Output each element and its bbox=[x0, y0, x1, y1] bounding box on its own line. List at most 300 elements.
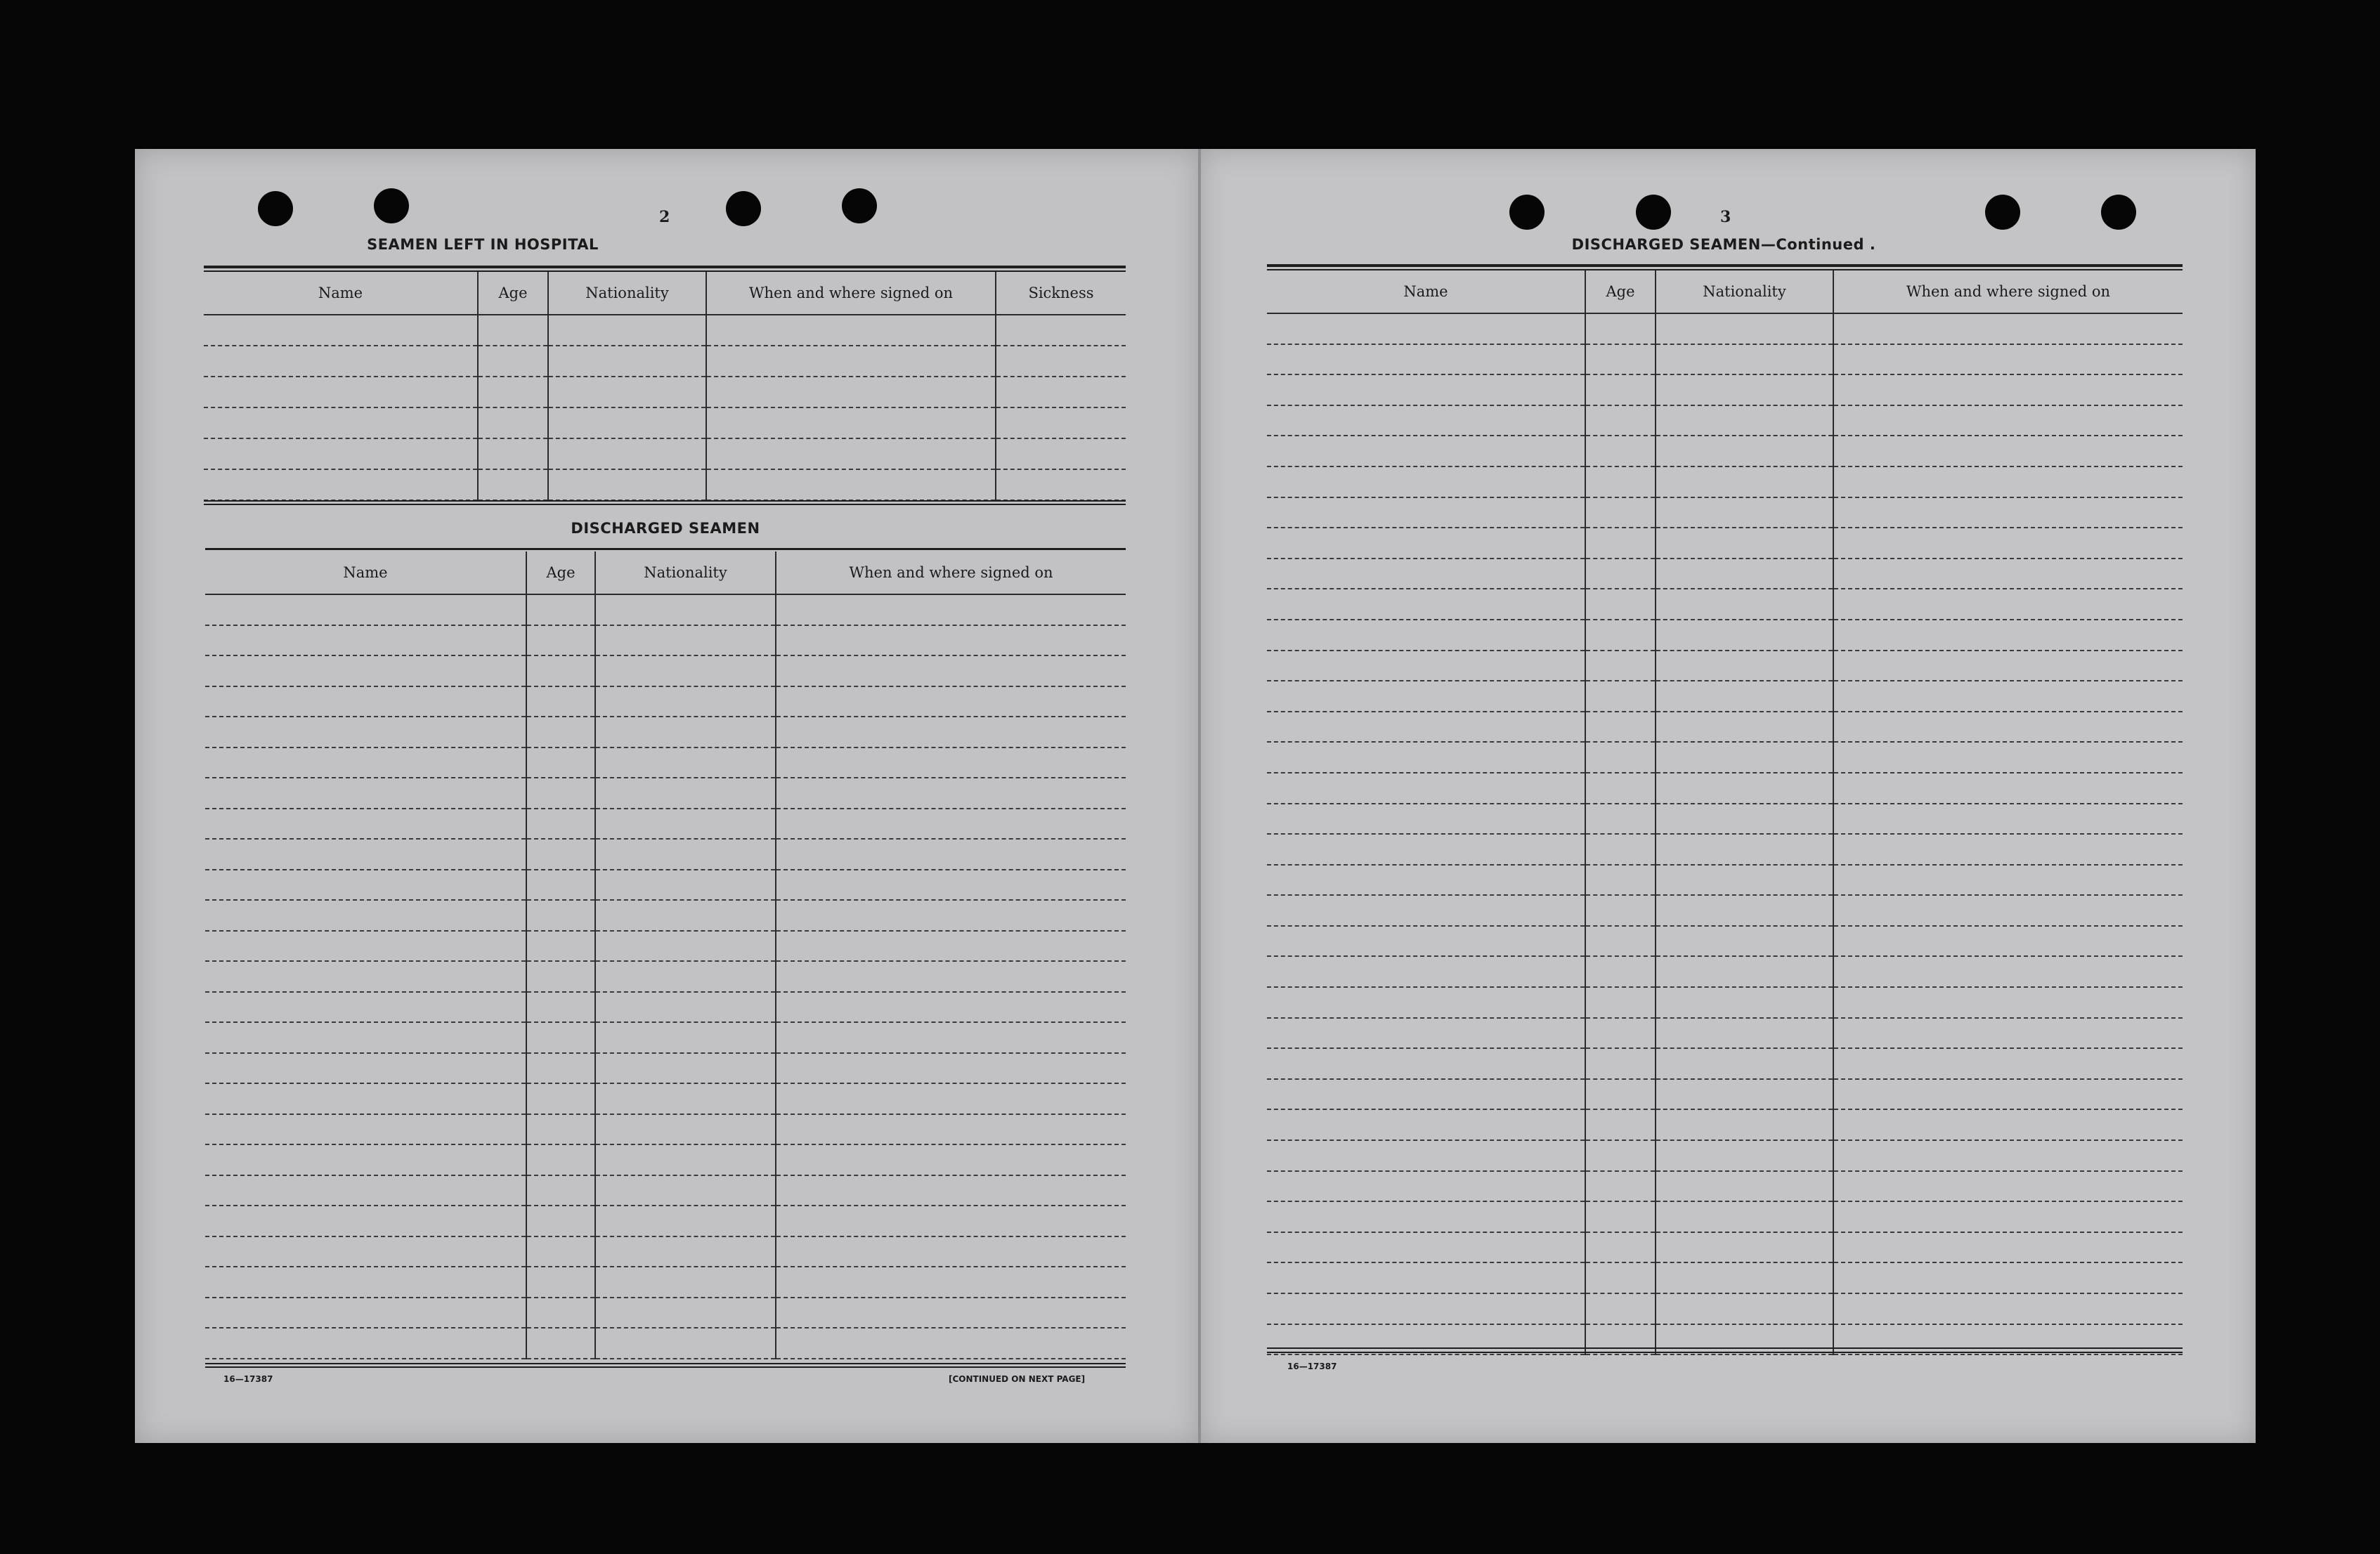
table-cell[interactable] bbox=[1585, 1048, 1656, 1079]
table-cell[interactable] bbox=[205, 747, 526, 778]
table-row bbox=[1267, 1018, 2183, 1049]
table-cell[interactable] bbox=[1656, 1018, 1833, 1049]
table-cell[interactable] bbox=[1585, 987, 1656, 1018]
table-cell[interactable] bbox=[1585, 528, 1656, 559]
table-cell[interactable] bbox=[1267, 405, 1585, 436]
table-cell[interactable] bbox=[1585, 374, 1656, 405]
table-cell[interactable] bbox=[1267, 374, 1585, 405]
table-cell[interactable] bbox=[1585, 1232, 1656, 1263]
table-cell[interactable] bbox=[595, 747, 776, 778]
table-cell[interactable] bbox=[595, 686, 776, 717]
table-cell[interactable] bbox=[595, 961, 776, 992]
table-cell[interactable] bbox=[595, 1114, 776, 1145]
table-cell[interactable] bbox=[1585, 1201, 1656, 1232]
table-cell[interactable] bbox=[205, 1053, 526, 1084]
table-cell[interactable] bbox=[1656, 834, 1833, 865]
table-cell[interactable] bbox=[595, 1175, 776, 1206]
table-cell[interactable] bbox=[776, 1206, 1126, 1236]
table-row bbox=[205, 992, 1126, 1023]
table-cell[interactable] bbox=[1585, 834, 1656, 865]
table-cell[interactable] bbox=[776, 686, 1126, 717]
table-cell[interactable] bbox=[205, 809, 526, 840]
table-cell[interactable] bbox=[205, 1328, 526, 1359]
hospital-table bbox=[204, 272, 1126, 501]
table-cell[interactable] bbox=[1585, 926, 1656, 957]
table-cell[interactable] bbox=[595, 1144, 776, 1175]
table-cell[interactable] bbox=[1656, 865, 1833, 896]
table-cell[interactable] bbox=[1656, 1262, 1833, 1293]
table-cell[interactable] bbox=[1833, 651, 2183, 681]
table-cell[interactable] bbox=[548, 438, 706, 469]
table-cell[interactable] bbox=[1656, 466, 1833, 497]
table-cell[interactable] bbox=[776, 1022, 1126, 1053]
table-cell[interactable] bbox=[526, 931, 595, 962]
table-cell[interactable] bbox=[205, 1175, 526, 1206]
table-cell[interactable] bbox=[1656, 773, 1833, 804]
table-cell[interactable] bbox=[776, 1175, 1126, 1206]
table-cell[interactable] bbox=[776, 625, 1126, 656]
table-cell[interactable] bbox=[1267, 773, 1585, 804]
table-cell[interactable] bbox=[1656, 313, 1833, 344]
table-cell[interactable] bbox=[1833, 895, 2183, 926]
table-cell[interactable] bbox=[526, 747, 595, 778]
table-cell[interactable] bbox=[1585, 466, 1656, 497]
table-cell[interactable] bbox=[526, 1175, 595, 1206]
table-cell[interactable] bbox=[706, 315, 996, 346]
table-cell[interactable] bbox=[1656, 1293, 1833, 1324]
table-cell[interactable] bbox=[1833, 620, 2183, 651]
table-cell[interactable] bbox=[1656, 895, 1833, 926]
table-cell[interactable] bbox=[1656, 436, 1833, 466]
table-cell[interactable] bbox=[1267, 834, 1585, 865]
table-cell[interactable] bbox=[1656, 620, 1833, 651]
table-cell[interactable] bbox=[1656, 956, 1833, 987]
table-cell[interactable] bbox=[205, 1206, 526, 1236]
discharged-bottom-rule bbox=[205, 1363, 1126, 1364]
page-fold bbox=[1198, 149, 1201, 1443]
table-cell[interactable] bbox=[1267, 1232, 1585, 1263]
table-cell[interactable] bbox=[1833, 497, 2183, 528]
table-cell[interactable] bbox=[776, 931, 1126, 962]
punch-hole bbox=[842, 188, 877, 223]
table-cell[interactable] bbox=[548, 315, 706, 346]
table-cell[interactable] bbox=[205, 655, 526, 686]
table-cell[interactable] bbox=[996, 346, 1126, 377]
hospital-col-sickness: Sickness bbox=[996, 272, 1126, 315]
table-row bbox=[1267, 681, 2183, 712]
table-cell[interactable] bbox=[526, 1328, 595, 1359]
table-cell[interactable] bbox=[478, 315, 548, 346]
table-cell[interactable] bbox=[776, 1328, 1126, 1359]
table-cell[interactable] bbox=[205, 992, 526, 1023]
table-cell[interactable] bbox=[526, 870, 595, 901]
table-cell[interactable] bbox=[595, 1267, 776, 1298]
table-cell[interactable] bbox=[996, 377, 1126, 407]
table-cell[interactable] bbox=[1267, 1171, 1585, 1202]
table-cell[interactable] bbox=[1267, 436, 1585, 466]
table-cell[interactable] bbox=[776, 778, 1126, 809]
table-cell[interactable] bbox=[1267, 1262, 1585, 1293]
table-cell[interactable] bbox=[996, 315, 1126, 346]
table-cell[interactable] bbox=[1833, 804, 2183, 835]
table-cell[interactable] bbox=[1833, 313, 2183, 344]
table-cell[interactable] bbox=[1267, 1048, 1585, 1079]
table-row bbox=[1267, 1140, 2183, 1171]
discharged-table bbox=[205, 551, 1126, 1359]
table-cell[interactable] bbox=[526, 839, 595, 870]
table-cell[interactable] bbox=[204, 377, 478, 407]
table-cell[interactable] bbox=[776, 717, 1126, 747]
table-cell[interactable] bbox=[1267, 620, 1585, 651]
table-cell[interactable] bbox=[595, 992, 776, 1023]
table-cell[interactable] bbox=[1267, 1140, 1585, 1171]
table-cell[interactable] bbox=[1656, 1079, 1833, 1110]
table-cell[interactable] bbox=[204, 469, 478, 500]
table-cell[interactable] bbox=[595, 778, 776, 809]
table-cell[interactable] bbox=[1267, 1079, 1585, 1110]
table-cell[interactable] bbox=[1585, 1262, 1656, 1293]
table-cell[interactable] bbox=[1267, 956, 1585, 987]
table-cell[interactable] bbox=[706, 407, 996, 438]
table-cell[interactable] bbox=[1656, 742, 1833, 773]
table-cell[interactable] bbox=[595, 1022, 776, 1053]
table-cell[interactable] bbox=[1656, 344, 1833, 375]
table-cell[interactable] bbox=[1833, 1109, 2183, 1140]
table-cell[interactable] bbox=[996, 407, 1126, 438]
table-cell[interactable] bbox=[1267, 987, 1585, 1018]
table-cell[interactable] bbox=[1656, 681, 1833, 712]
table-cell[interactable] bbox=[1267, 559, 1585, 589]
table-cell[interactable] bbox=[204, 438, 478, 469]
table-row bbox=[1267, 895, 2183, 926]
table-cell[interactable] bbox=[1585, 651, 1656, 681]
table-cell[interactable] bbox=[526, 655, 595, 686]
table-row bbox=[1267, 804, 2183, 835]
table-cell[interactable] bbox=[526, 1022, 595, 1053]
table-cell[interactable] bbox=[776, 1267, 1126, 1298]
table-cell[interactable] bbox=[526, 625, 595, 656]
table-cell[interactable] bbox=[1585, 956, 1656, 987]
table-cell[interactable] bbox=[1585, 773, 1656, 804]
table-cell[interactable] bbox=[526, 961, 595, 992]
table-cell[interactable] bbox=[1267, 1018, 1585, 1049]
table-cell[interactable] bbox=[595, 1328, 776, 1359]
table-cell[interactable] bbox=[1833, 987, 2183, 1018]
punch-hole bbox=[1636, 195, 1671, 230]
table-cell[interactable] bbox=[205, 839, 526, 870]
table-cell[interactable] bbox=[526, 1236, 595, 1267]
table-cell[interactable] bbox=[595, 931, 776, 962]
table-cell[interactable] bbox=[1267, 681, 1585, 712]
continued-bottom-rule bbox=[1267, 1352, 2183, 1353]
table-cell[interactable] bbox=[1656, 1171, 1833, 1202]
table-cell[interactable] bbox=[776, 870, 1126, 901]
continued-bottom-rule bbox=[1267, 1347, 2183, 1349]
table-cell[interactable] bbox=[1656, 497, 1833, 528]
table-cell[interactable] bbox=[1833, 1018, 2183, 1049]
table-cell[interactable] bbox=[205, 870, 526, 901]
table-row bbox=[205, 686, 1126, 717]
table-cell[interactable] bbox=[1656, 528, 1833, 559]
table-cell[interactable] bbox=[1585, 497, 1656, 528]
table-cell[interactable] bbox=[1585, 742, 1656, 773]
table-cell[interactable] bbox=[205, 900, 526, 931]
table-cell[interactable] bbox=[1656, 405, 1833, 436]
table-cell[interactable] bbox=[526, 1083, 595, 1114]
table-cell[interactable] bbox=[478, 469, 548, 500]
table-cell[interactable] bbox=[526, 1267, 595, 1298]
table-cell[interactable] bbox=[1585, 895, 1656, 926]
table-cell[interactable] bbox=[526, 1144, 595, 1175]
table-cell[interactable] bbox=[776, 809, 1126, 840]
table-cell[interactable] bbox=[1585, 589, 1656, 620]
table-cell[interactable] bbox=[1585, 804, 1656, 835]
table-cell[interactable] bbox=[205, 1144, 526, 1175]
table-cell[interactable] bbox=[1585, 559, 1656, 589]
table-cell[interactable] bbox=[1585, 1293, 1656, 1324]
table-cell[interactable] bbox=[595, 870, 776, 901]
table-row bbox=[1267, 834, 2183, 865]
table-cell[interactable] bbox=[595, 1053, 776, 1084]
table-cell[interactable] bbox=[205, 625, 526, 656]
table-cell[interactable] bbox=[706, 469, 996, 500]
table-cell[interactable] bbox=[1267, 1109, 1585, 1140]
table-cell[interactable] bbox=[996, 469, 1126, 500]
table-cell[interactable] bbox=[776, 1236, 1126, 1267]
table-cell[interactable] bbox=[1585, 1171, 1656, 1202]
table-cell[interactable] bbox=[1267, 712, 1585, 743]
table-cell[interactable] bbox=[478, 438, 548, 469]
table-cell[interactable] bbox=[1833, 1171, 2183, 1202]
table-row bbox=[205, 809, 1126, 840]
table-cell[interactable] bbox=[1656, 374, 1833, 405]
table-row bbox=[205, 1236, 1126, 1267]
table-cell[interactable] bbox=[776, 747, 1126, 778]
table-cell[interactable] bbox=[1267, 528, 1585, 559]
table-cell[interactable] bbox=[526, 717, 595, 747]
table-cell[interactable] bbox=[1833, 559, 2183, 589]
table-cell[interactable] bbox=[706, 438, 996, 469]
table-cell[interactable] bbox=[1656, 1109, 1833, 1140]
table-cell[interactable] bbox=[548, 407, 706, 438]
table-row bbox=[205, 655, 1126, 686]
table-cell[interactable] bbox=[595, 1206, 776, 1236]
table-cell[interactable] bbox=[1833, 865, 2183, 896]
table-cell[interactable] bbox=[1656, 651, 1833, 681]
table-cell[interactable] bbox=[996, 438, 1126, 469]
table-row bbox=[1267, 344, 2183, 375]
table-cell[interactable] bbox=[1833, 374, 2183, 405]
table-cell[interactable] bbox=[595, 625, 776, 656]
table-cell[interactable] bbox=[526, 778, 595, 809]
table-cell[interactable] bbox=[1833, 589, 2183, 620]
table-cell[interactable] bbox=[776, 900, 1126, 931]
table-cell[interactable] bbox=[548, 346, 706, 377]
table-cell[interactable] bbox=[776, 594, 1126, 625]
table-cell[interactable] bbox=[548, 469, 706, 500]
table-cell[interactable] bbox=[1833, 712, 2183, 743]
table-cell[interactable] bbox=[1656, 1140, 1833, 1171]
discharged-bottom-rule bbox=[205, 1366, 1126, 1368]
table-cell[interactable] bbox=[1585, 681, 1656, 712]
discharged-continued-title: DISCHARGED SEAMEN—Continued . bbox=[1571, 236, 1876, 253]
table-cell[interactable] bbox=[205, 594, 526, 625]
table-cell[interactable] bbox=[595, 1236, 776, 1267]
table-cell[interactable] bbox=[595, 717, 776, 747]
table-cell[interactable] bbox=[526, 1114, 595, 1145]
table-cell[interactable] bbox=[1267, 466, 1585, 497]
table-cell[interactable] bbox=[1585, 1079, 1656, 1110]
table-cell[interactable] bbox=[1833, 528, 2183, 559]
table-cell[interactable] bbox=[706, 346, 996, 377]
table-cell[interactable] bbox=[706, 377, 996, 407]
hospital-section-title: SEAMEN LEFT IN HOSPITAL bbox=[367, 236, 599, 253]
table-cell[interactable] bbox=[205, 961, 526, 992]
table-cell[interactable] bbox=[1833, 681, 2183, 712]
table-cell[interactable] bbox=[205, 1114, 526, 1145]
table-cell[interactable] bbox=[1585, 1140, 1656, 1171]
table-cell[interactable] bbox=[526, 1053, 595, 1084]
table-cell[interactable] bbox=[1656, 1324, 1833, 1355]
table-cell[interactable] bbox=[1267, 344, 1585, 375]
table-cell[interactable] bbox=[548, 377, 706, 407]
table-cell[interactable] bbox=[1833, 1140, 2183, 1171]
table-row bbox=[1267, 926, 2183, 957]
table-cell[interactable] bbox=[526, 686, 595, 717]
table-cell[interactable] bbox=[1833, 1201, 2183, 1232]
table-cell[interactable] bbox=[478, 377, 548, 407]
table-cell[interactable] bbox=[1656, 926, 1833, 957]
table-cell[interactable] bbox=[526, 594, 595, 625]
table-cell[interactable] bbox=[205, 1267, 526, 1298]
table-cell[interactable] bbox=[478, 346, 548, 377]
table-cell[interactable] bbox=[1267, 926, 1585, 957]
table-cell[interactable] bbox=[1585, 712, 1656, 743]
continued-note: [CONTINUED ON NEXT PAGE] bbox=[949, 1374, 1086, 1384]
table-cell[interactable] bbox=[595, 594, 776, 625]
table-cell[interactable] bbox=[1585, 865, 1656, 896]
table-cell[interactable] bbox=[1833, 926, 2183, 957]
table-cell[interactable] bbox=[1656, 559, 1833, 589]
table-cell[interactable] bbox=[595, 809, 776, 840]
table-cell[interactable] bbox=[1267, 1324, 1585, 1355]
table-cell[interactable] bbox=[1833, 1048, 2183, 1079]
table-row bbox=[205, 1053, 1126, 1084]
table-cell[interactable] bbox=[1267, 651, 1585, 681]
table-cell[interactable] bbox=[1833, 1079, 2183, 1110]
table-cell[interactable] bbox=[1267, 895, 1585, 926]
table-cell[interactable] bbox=[1656, 804, 1833, 835]
table-cell[interactable] bbox=[1833, 1262, 2183, 1293]
table-cell[interactable] bbox=[1585, 1018, 1656, 1049]
table-cell[interactable] bbox=[776, 655, 1126, 686]
punch-hole bbox=[1509, 195, 1545, 230]
table-cell[interactable] bbox=[1656, 1048, 1833, 1079]
table-cell[interactable] bbox=[205, 717, 526, 747]
table-cell[interactable] bbox=[1585, 620, 1656, 651]
table-cell[interactable] bbox=[776, 839, 1126, 870]
table-cell[interactable] bbox=[205, 931, 526, 962]
table-row bbox=[205, 717, 1126, 747]
table-cell[interactable] bbox=[595, 1083, 776, 1114]
table-cell[interactable] bbox=[776, 1298, 1126, 1328]
table-cell[interactable] bbox=[1833, 834, 2183, 865]
table-cell[interactable] bbox=[1267, 742, 1585, 773]
table-cell[interactable] bbox=[776, 1144, 1126, 1175]
table-cell[interactable] bbox=[595, 839, 776, 870]
table-cell[interactable] bbox=[204, 346, 478, 377]
table-cell[interactable] bbox=[1833, 405, 2183, 436]
table-cell[interactable] bbox=[1833, 436, 2183, 466]
table-cell[interactable] bbox=[205, 1298, 526, 1328]
table-cell[interactable] bbox=[1833, 742, 2183, 773]
table-cell[interactable] bbox=[526, 992, 595, 1023]
table-cell[interactable] bbox=[1267, 313, 1585, 344]
table-cell[interactable] bbox=[205, 686, 526, 717]
table-cell[interactable] bbox=[1585, 405, 1656, 436]
table-cell[interactable] bbox=[1267, 589, 1585, 620]
table-cell[interactable] bbox=[1833, 466, 2183, 497]
table-cell[interactable] bbox=[1585, 344, 1656, 375]
table-cell[interactable] bbox=[1833, 773, 2183, 804]
table-cell[interactable] bbox=[478, 407, 548, 438]
table-cell[interactable] bbox=[1833, 1293, 2183, 1324]
table-cell[interactable] bbox=[1833, 344, 2183, 375]
table-cell[interactable] bbox=[1833, 1324, 2183, 1355]
table-cell[interactable] bbox=[204, 407, 478, 438]
table-cell[interactable] bbox=[526, 1298, 595, 1328]
table-cell[interactable] bbox=[526, 900, 595, 931]
table-cell[interactable] bbox=[1656, 712, 1833, 743]
table-cell[interactable] bbox=[204, 315, 478, 346]
table-cell[interactable] bbox=[1585, 436, 1656, 466]
table-cell[interactable] bbox=[595, 900, 776, 931]
table-cell[interactable] bbox=[526, 1206, 595, 1236]
table-cell[interactable] bbox=[1656, 987, 1833, 1018]
table-cell[interactable] bbox=[205, 778, 526, 809]
table-cell[interactable] bbox=[205, 1083, 526, 1114]
table-cell[interactable] bbox=[1267, 804, 1585, 835]
table-cell[interactable] bbox=[776, 1114, 1126, 1145]
table-cell[interactable] bbox=[595, 1298, 776, 1328]
table-cell[interactable] bbox=[595, 655, 776, 686]
table-cell[interactable] bbox=[1833, 956, 2183, 987]
table-cell[interactable] bbox=[205, 1022, 526, 1053]
table-cell[interactable] bbox=[526, 809, 595, 840]
table-cell[interactable] bbox=[1585, 1324, 1656, 1355]
table-cell[interactable] bbox=[1656, 1201, 1833, 1232]
table-row bbox=[205, 1206, 1126, 1236]
hospital-col-signed-on: When and where signed on bbox=[706, 272, 996, 315]
table-cell[interactable] bbox=[776, 1083, 1126, 1114]
table-cell[interactable] bbox=[1267, 1293, 1585, 1324]
table-cell[interactable] bbox=[205, 1236, 526, 1267]
table-cell[interactable] bbox=[1656, 1232, 1833, 1263]
table-cell[interactable] bbox=[1833, 1232, 2183, 1263]
table-cell[interactable] bbox=[1585, 313, 1656, 344]
table-row bbox=[205, 900, 1126, 931]
table-cell[interactable] bbox=[1267, 865, 1585, 896]
table-row bbox=[205, 1083, 1126, 1114]
table-cell[interactable] bbox=[1267, 497, 1585, 528]
table-row bbox=[205, 1267, 1126, 1298]
table-cell[interactable] bbox=[1267, 1201, 1585, 1232]
table-cell[interactable] bbox=[1585, 1109, 1656, 1140]
table-cell[interactable] bbox=[776, 1053, 1126, 1084]
table-cell[interactable] bbox=[776, 961, 1126, 992]
table-cell[interactable] bbox=[1656, 589, 1833, 620]
table-cell[interactable] bbox=[776, 992, 1126, 1023]
